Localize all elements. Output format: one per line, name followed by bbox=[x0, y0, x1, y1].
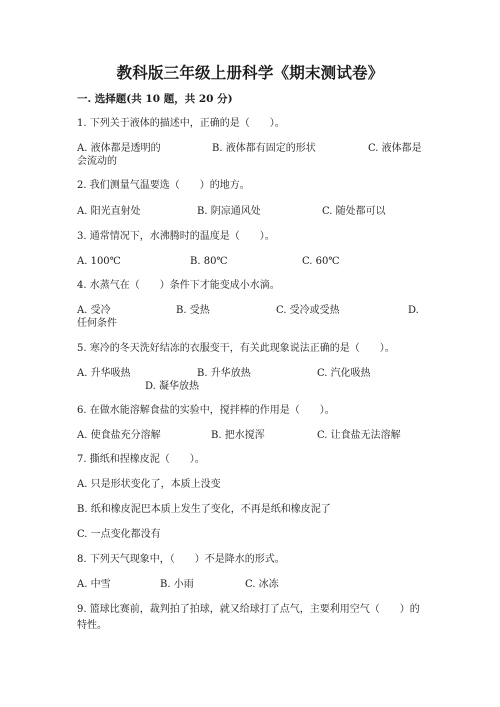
q8-option-b: B. 小雨 bbox=[160, 579, 194, 590]
section-heading: 一. 选择题(共 10 题，共 20 分) bbox=[77, 93, 233, 105]
q4-option-a: A. 受冷 bbox=[77, 305, 111, 316]
q5-option-a: A. 升华吸热 bbox=[77, 368, 131, 379]
q8-option-c: C. 冰冻 bbox=[245, 579, 279, 590]
q2-option-b: B. 阴凉通风处 bbox=[197, 206, 261, 217]
q2-option-a: A. 阳光直射处 bbox=[77, 206, 141, 217]
question-6: 6. 在做水能溶解食盐的实验中，搅拌棒的作用是（ ）。 bbox=[77, 405, 335, 416]
q1-option-a: A. 液体都是透明的 bbox=[77, 143, 161, 154]
question-2: 2. 我们测量气温要选（ ）的地方。 bbox=[77, 180, 250, 191]
q6-option-a: A. 使食盐充分溶解 bbox=[77, 430, 161, 441]
q6-option-c: C. 让食盐无法溶解 bbox=[317, 430, 401, 441]
q4-option-b: B. 受热 bbox=[176, 305, 210, 316]
q4-option-c: C. 受冷或受热 bbox=[276, 305, 340, 316]
q5-option-d: D. 凝华放热 bbox=[145, 381, 200, 392]
question-7: 7. 撕纸和捏橡皮泥（ ）。 bbox=[77, 454, 205, 465]
q3-option-a: A. 100℃ bbox=[77, 256, 121, 267]
q7-option-a: A. 只是形状变化了，本质上没变 bbox=[77, 479, 221, 490]
q5-option-b: B. 升华放热 bbox=[197, 368, 251, 379]
question-8: 8. 下列天气现象中，（ ）不是降水的形式。 bbox=[77, 554, 285, 565]
q8-option-a: A. 中雪 bbox=[77, 579, 111, 590]
q1-option-c-cont: 会流动的 bbox=[77, 156, 117, 167]
q6-option-b: B. 把水搅浑 bbox=[211, 430, 265, 441]
page-title: 教科版三年级上册科学《期末测试卷》 bbox=[116, 63, 384, 82]
q3-option-c: C. 60℃ bbox=[302, 256, 340, 267]
q5-option-c: C. 汽化吸热 bbox=[317, 368, 371, 379]
q4-option-d: D. bbox=[408, 305, 419, 316]
q2-option-c: C. 随处都可以 bbox=[322, 206, 386, 217]
question-4: 4. 水蒸气在（ ）条件下才能变成小水滴。 bbox=[77, 280, 280, 291]
q7-option-b: B. 纸和橡皮泥巴本质上发生了变化，不再是纸和橡皮泥了 bbox=[77, 504, 331, 515]
question-9: 9. 篮球比赛前，裁判拍了拍球，就又给球打了点气，主要利用空气（ ）的特性。 bbox=[77, 604, 420, 631]
question-5: 5. 寒冷的冬天洗好结冻的衣服变干，有关此现象说法正确的是（ ）。 bbox=[77, 343, 395, 354]
q1-option-b: B. 液体都有固定的形状 bbox=[212, 143, 316, 154]
question-3: 3. 通常情况下，水沸腾时的温度是（ ）。 bbox=[77, 231, 275, 242]
question-1: 1. 下列关于液体的描述中，正确的是（ ）。 bbox=[77, 118, 285, 129]
q1-option-c: C. 液体都是 bbox=[368, 143, 422, 154]
q7-option-c: C. 一点变化都没有 bbox=[77, 529, 161, 540]
q4-option-d-cont: 任何条件 bbox=[77, 318, 117, 329]
q3-option-b: B. 80℃ bbox=[190, 256, 228, 267]
